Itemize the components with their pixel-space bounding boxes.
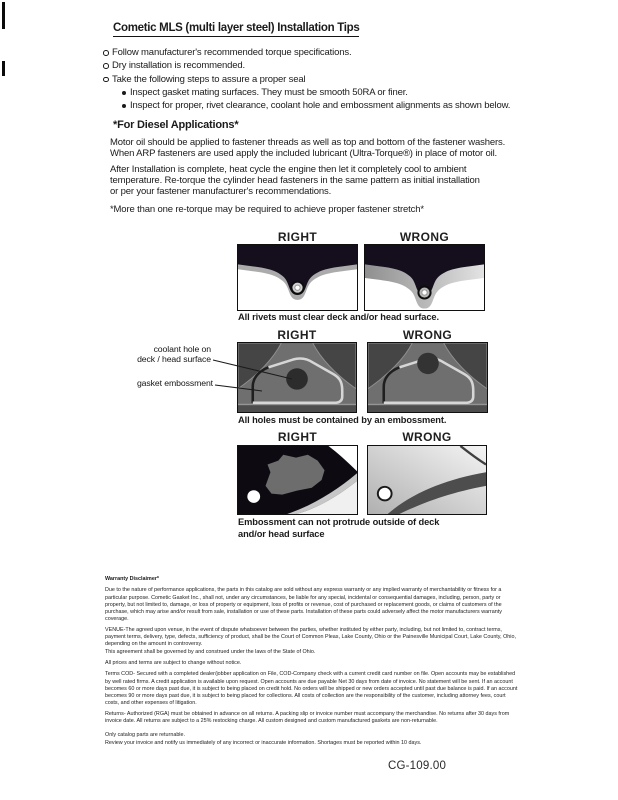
prices-line: All prices and terms are subject to change without notice.: [105, 659, 242, 666]
embossment-caption-line1: Embossment can not protrude outside of deck: [238, 517, 440, 527]
right-label: RIGHT: [277, 328, 317, 342]
bolt-hole: [378, 487, 392, 501]
right-label: RIGHT: [277, 430, 318, 444]
warranty-paragraph: Due to the nature of performance applications, the parts in this catalog are sold without any express warranty or any implied warranty of merchantability or fitness for a particular purpose. Cometic Gasket Inc., shall not, under any circumstances, be liable for any special, incidental or consequential damages, including, person, party or property, but not limited to, damage, or loss of property or equipment, loss of profits or revenue, cost of purchased or replacement goods, or claims of customers of the purchase, which may arise and/or result from sale, installation or use of these parts. Installation of these parts could adversely affect the motor manufacturers warranty coverage.: [105, 587, 502, 623]
coolant-hole: [417, 353, 439, 374]
rivet-interfere-diagram: [365, 245, 484, 310]
holes-wrong-panel: [367, 342, 488, 413]
embossment-caption-line2: and/or head surface: [238, 529, 325, 539]
wrong-label: WRONG: [399, 230, 450, 244]
list-item: [103, 60, 510, 73]
rivet-clear-diagram: [238, 245, 357, 310]
page-title: Cometic MLS (multi layer steel) Installation Tips: [113, 22, 359, 37]
tip-text: Follow manufacturer's recommended torque specifications.: [112, 47, 352, 58]
list-item: [103, 47, 510, 60]
open-bullet-icon: [103, 50, 109, 56]
tip-text: Take the following steps to assure a proper seal: [112, 73, 306, 85]
list-item: [103, 100, 510, 113]
retorque-note: *More than one re-torque may be required to achieve proper fastener stretch*: [110, 204, 424, 215]
venue-paragraph: VENUE-The agreed upon venue, in the event of dispute whatsoever between the parties, whether instituted by either party, including, but not limited to, contract terms, payment terms, delivery, type, defects, sufficiency of product, shall be the Court of Common Pleas, Lake County, Ohio or the Painesville Municipal Court, Lake County, Ohio, depending on the amount in controversy.: [105, 626, 516, 648]
filled-bullet-icon: [122, 91, 126, 95]
wrong-label: WRONG: [402, 328, 453, 342]
rivet-wrong-panel: [364, 244, 485, 311]
page-number: CG-109.00: [388, 760, 447, 772]
catalog-parts-line: Only catalog parts are returnable.: [105, 732, 186, 739]
annotation-line: deck / head surface: [137, 354, 211, 365]
returns-paragraph: Returns- Authorized (RGA) must be obtained in advance on all returns. A packing slip or invoice number must accompany the merchandise. No returns after 30 days from invoice date. All returns are subject to a 25% restocking charge. All custom designed and custom manufactured gaskets are non-returnable.: [105, 710, 510, 725]
embossment-wrong-panel: [367, 445, 487, 515]
tip-text: Dry installation is recommended.: [112, 60, 246, 72]
governing-law-line: This agreement shall be governed by and construed under the laws of the State of Ohio.: [105, 648, 316, 655]
tip-text: Inspect gasket mating surfaces. They must be smooth 50RA or finer.: [130, 87, 408, 99]
paragraph-line: After Installation is complete, heat cycle the engine then let it completely cool to ambient: [110, 164, 467, 175]
paragraph-line: When ARP fasteners are used apply the included lubricant (Ultra-Torque®) in place of motor oil.: [110, 148, 498, 160]
paragraph-line: temperature. Re-torque the cylinder head fasteners in the same pattern as initial installation: [110, 175, 480, 187]
tip-text: Inspect for proper, rivet clearance, coolant hole and embossment alignments as shown below.: [130, 100, 511, 112]
open-bullet-icon: [103, 63, 109, 69]
right-label: RIGHT: [277, 230, 318, 244]
wrong-label: WRONG: [402, 430, 452, 444]
coolant-hole-annotation: [95, 344, 211, 365]
review-invoice-line: Review your invoice and notify us immediately of any incorrect or inaccurate information. Shortages must be reported within 10 days.: [105, 739, 422, 746]
list-item: [103, 87, 510, 100]
hole-outside-diagram: [368, 343, 487, 412]
holes-caption: All holes must be contained by an embossment.: [238, 415, 447, 425]
scan-edge-mark: [2, 2, 5, 29]
list-item: [103, 74, 510, 87]
rivet-right-panel: [237, 244, 358, 311]
annotation-line: coolant hole on: [153, 344, 211, 354]
annotation-leader-lines: [205, 352, 305, 400]
bolt-hole: [247, 490, 260, 503]
embossment-inside-diagram: [238, 446, 357, 514]
paragraph-line: or per your fastener manufacturer's recommendations.: [110, 186, 332, 198]
paragraph-line: Motor oil should be applied to fastener threads as well as top and bottom of the fastener washers.: [110, 137, 506, 148]
diesel-paragraph-1: [110, 137, 505, 159]
warranty-disclaimer-section: [105, 576, 521, 747]
embossment-right-panel: [237, 445, 358, 515]
embossment-protrude-diagram: [368, 446, 486, 514]
warranty-heading: Warranty Disclaimer*: [105, 576, 160, 582]
diesel-paragraph-2: [110, 164, 480, 197]
scan-edge-mark: [2, 61, 5, 76]
filled-bullet-icon: [122, 104, 126, 108]
terms-paragraph: Terms COD- Secured with a completed dealer/jobber application on File, COD-Company check with a current credit card number on file. Open accounts may be established by well rated firms. A credit application is available upon request. Open accounts are due payable Net 30 days from date of invoice. No statement will be sent. If an account becomes 60 or more days past due, it is subject to being placed on credit hold. No orders will be shipped or new orders accepted until past due balance is paid. If an account becomes 90 or more days past due, it is subject to being placed for collections. All costs of collection are the responsibility of the customer, including attorney fees, court costs, and other expenses of litigation.: [105, 671, 518, 707]
gasket-embossment-annotation: gasket embossment: [136, 378, 213, 388]
diesel-section-heading: *For Diesel Applications*: [113, 119, 239, 131]
rivet-caption: All rivets must clear deck and/or head surface.: [238, 312, 439, 322]
open-bullet-icon: [103, 77, 109, 83]
installation-tips-list: [103, 47, 510, 113]
